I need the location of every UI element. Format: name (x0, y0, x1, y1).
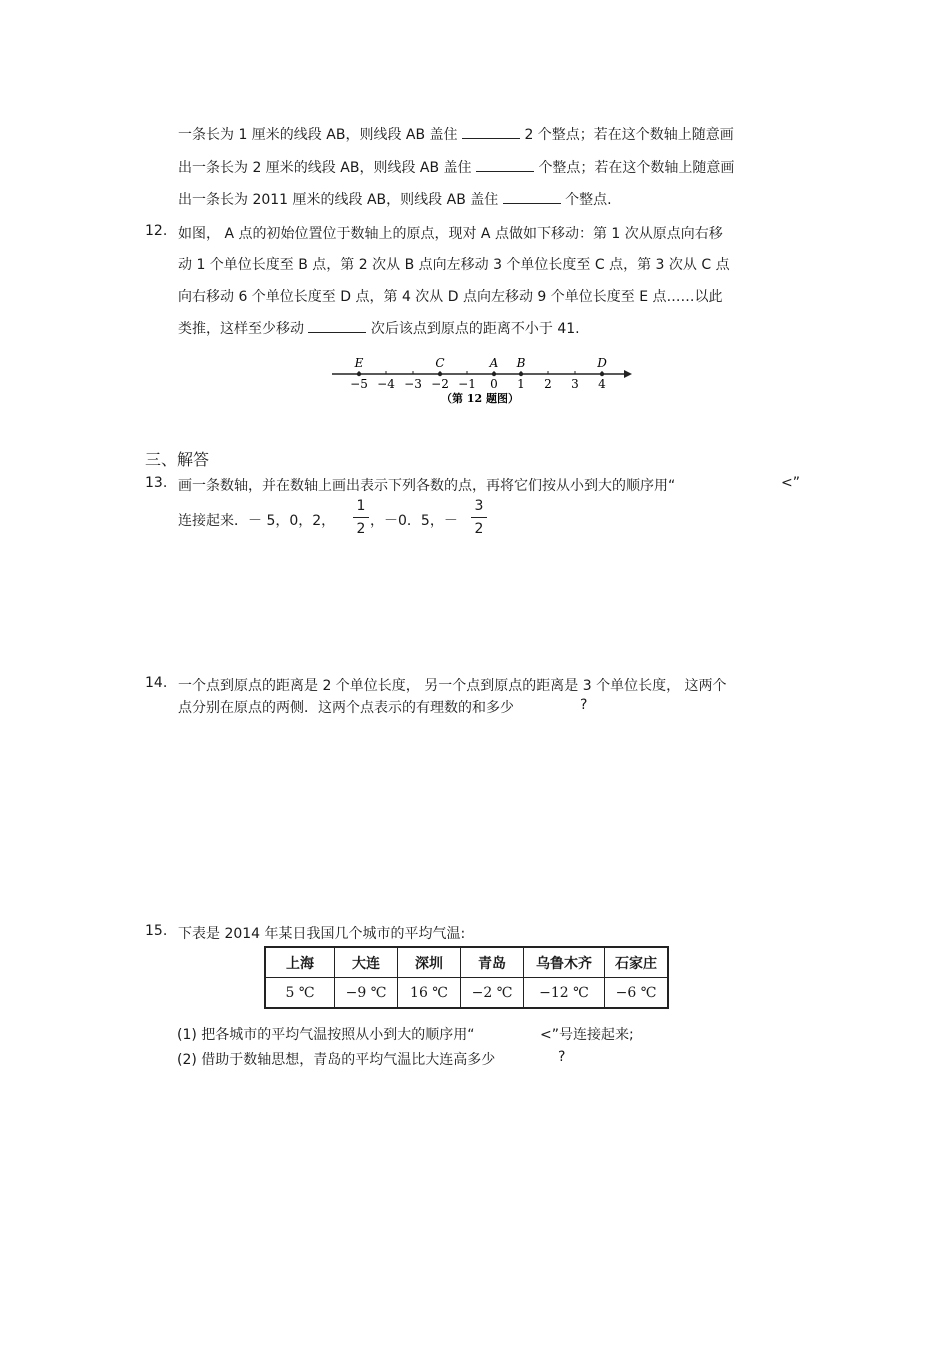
table-header-row (265, 947, 668, 978)
q14-line-1: 一个点到原点的距离是 2 个单位长度， 另一个点到原点的距离是 3 个单位长度， 这两个 (178, 678, 727, 694)
table-cell: −2 ℃ (461, 978, 524, 1009)
answer-blank[interactable] (503, 191, 561, 204)
point-label: B (516, 356, 526, 370)
tick-label: 2 (544, 377, 552, 391)
point-marker (519, 372, 523, 376)
table-header-cell: 上海 (265, 947, 335, 978)
tick-label: 3 (571, 377, 579, 391)
q13-line-2-a: 连接起来．－ 5，0，2， (178, 513, 336, 529)
tick-label: 4 (598, 377, 606, 391)
point-marker (600, 372, 604, 376)
table-header-cell: 石家庄 (605, 947, 669, 978)
table-header-cell: 深圳 (398, 947, 461, 978)
axis-arrow-icon (624, 370, 632, 378)
tick-label: −3 (404, 377, 422, 391)
table-cell: 16 ℃ (398, 978, 461, 1009)
point-marker (357, 372, 361, 376)
q13-line-1: 画一条数轴，并在数轴上画出表示下列各数的点，再将它们按从小到大的顺序用“ (178, 478, 676, 494)
q11-line-1: 一条长为 1 厘米的线段 AB，则线段 AB 盖住 2 个整点；若在这个数轴上随意画 (178, 127, 734, 143)
tick-label: 1 (517, 377, 525, 391)
q11-line-2: 出一条长为 2 厘米的线段 AB，则线段 AB 盖住 个整点；若在这个数轴上随意画 (178, 160, 735, 176)
table-header-cell: 青岛 (461, 947, 524, 978)
tick-label: −5 (350, 377, 368, 391)
q11-line-3: 出一条长为 2011 厘米的线段 AB，则线段 AB 盖住 个整点. (178, 192, 612, 208)
q15-sub-1: (1) 把各城市的平均气温按照从小到大的顺序用“ (177, 1027, 475, 1043)
table-row (265, 978, 668, 1009)
q12-number: 12. (145, 223, 168, 239)
table-cell: 5 ℃ (265, 978, 335, 1009)
q12-line-1: 如图， A 点的初始位置位于数轴上的原点，现对 A 点做如下移动：第 1 次从原点向右移 (178, 226, 723, 242)
q15-intro: 下表是 2014 年某日我国几个城市的平均气温: (178, 926, 466, 942)
point-marker (438, 372, 442, 376)
point-label: D (597, 356, 607, 370)
q15-sub-2-end: ? (558, 1049, 566, 1065)
answer-blank[interactable] (476, 159, 534, 172)
point-label: A (489, 356, 499, 370)
table-header-cell: 乌鲁木齐 (524, 947, 605, 978)
q14-number: 14. (145, 675, 168, 691)
answer-blank[interactable] (308, 320, 366, 333)
table-header-cell: 大连 (335, 947, 398, 978)
fraction-three-halves: 3 2 (471, 498, 487, 537)
number-line-figure (320, 350, 640, 408)
q12-line-3: 向右移动 6 个单位长度至 D 点，第 4 次从 D 点向左移动 9 个单位长度至 E 点……以此 (178, 289, 723, 305)
q12-line-4: 类推，这样至少移动 次后该点到原点的距离不小于 41. (178, 321, 580, 337)
q14-question-mark: ? (580, 697, 588, 713)
q14-line-2: 点分别在原点的两侧．这两个点表示的有理数的和多少 (178, 700, 514, 716)
q15-sub-2: (2) 借助于数轴思想，青岛的平均气温比大连高多少 (177, 1052, 496, 1068)
point-marker (492, 372, 496, 376)
tick-label: −2 (431, 377, 449, 391)
table-cell: −6 ℃ (605, 978, 669, 1009)
number-line-points (354, 356, 608, 376)
point-label: C (435, 356, 445, 370)
temperature-table (264, 946, 669, 1009)
q13-line-1-end: <” (781, 475, 800, 491)
q12-line-2: 动 1 个单位长度至 B 点，第 2 次从 B 点向左移动 3 个单位长度至 C 点，第 3 次从 C 点 (178, 257, 730, 273)
q15-number: 15. (145, 923, 168, 939)
tick-label: −4 (377, 377, 395, 391)
table-cell: −12 ℃ (524, 978, 605, 1009)
q15-sub-1-end: <”号连接起来; (540, 1027, 634, 1043)
table-cell: −9 ℃ (335, 978, 398, 1009)
fraction-one-half: 1 2 (353, 498, 369, 537)
section-title: 三、解答 (145, 450, 210, 469)
q13-line-2-b: ，－0．5，－ (370, 513, 458, 529)
figure-caption: （第 12 题图） (441, 392, 519, 405)
answer-blank[interactable] (462, 126, 520, 139)
point-label: E (354, 356, 364, 370)
tick-label: 0 (490, 377, 498, 391)
tick-label: −1 (458, 377, 476, 391)
q13-number: 13. (145, 475, 168, 491)
